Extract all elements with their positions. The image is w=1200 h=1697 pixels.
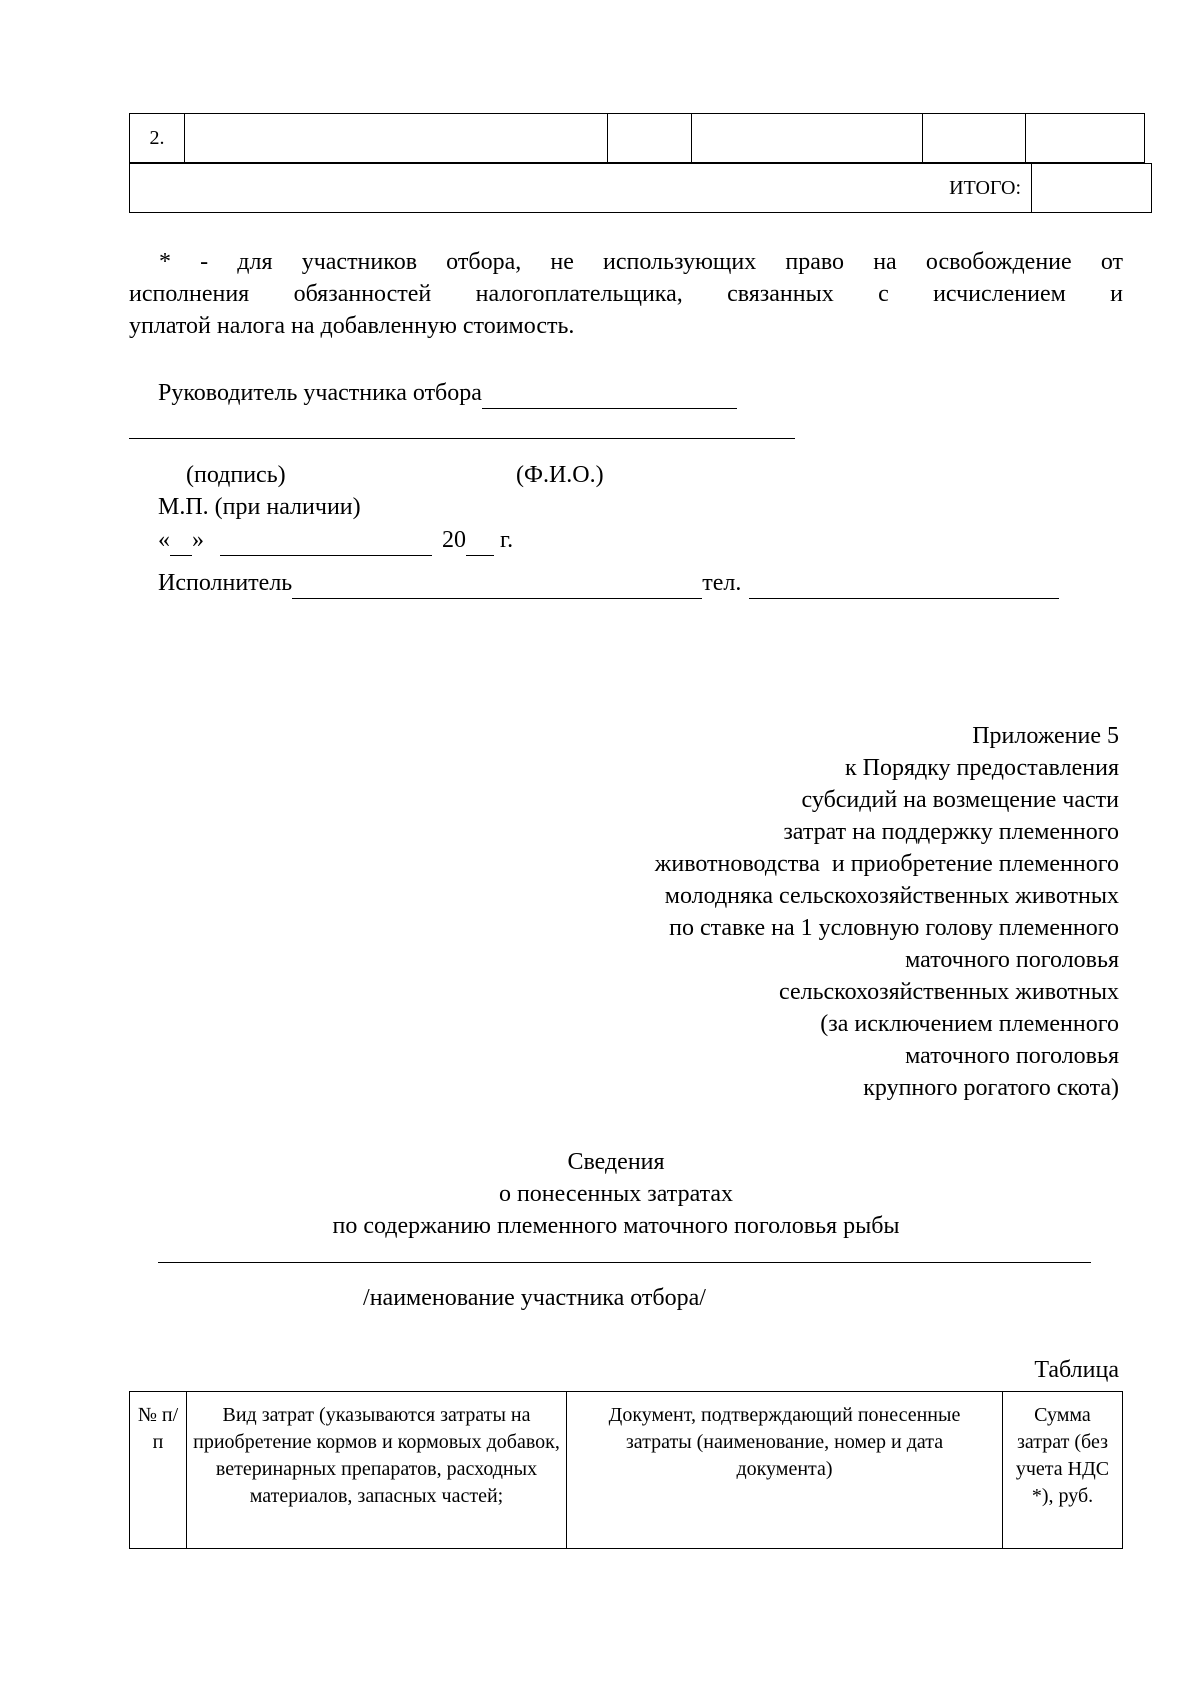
phone-label: тел.	[702, 570, 742, 596]
head-signature-line	[158, 377, 737, 409]
heading-line: по содержанию племенного маточного поголовья рыбы	[332, 1213, 900, 1239]
phone-blank	[749, 572, 1059, 599]
total-label: ИТОГО:	[949, 176, 1021, 199]
executor-label: Исполнитель	[158, 570, 293, 596]
document-heading	[129, 1146, 1123, 1242]
head-label: Руководитель участника отбора	[158, 380, 482, 406]
executor-line	[158, 567, 1059, 599]
table-cell	[1026, 114, 1145, 163]
appendix-line: маточного поголовья	[905, 947, 1119, 973]
appendix-line: (за исключением племенного	[820, 1011, 1119, 1037]
date-open-quote: «	[158, 527, 170, 553]
appendix-line: к Порядку предоставления	[844, 755, 1119, 781]
header-cell-number	[130, 1392, 187, 1549]
header-cell-amount	[1003, 1392, 1123, 1549]
stamp-label: М.П. (при наличии)	[158, 494, 361, 520]
executor-blank	[292, 572, 702, 599]
heading-line: Сведения	[567, 1149, 665, 1175]
header-document-label: Документ, подтверждающий понесенные затраты (наименование, номер и дата документа)	[608, 1404, 961, 1480]
table-cell	[923, 114, 1026, 163]
appendix-line: сельскохозяйственных животных	[779, 979, 1119, 1005]
date-line	[158, 524, 513, 556]
total-label-cell	[130, 164, 1032, 213]
appendix-line: по ставке на 1 условную голову племенного	[669, 915, 1119, 941]
heading-line: о понесенных затратах	[498, 1181, 734, 1207]
row-number: 2.	[149, 126, 165, 149]
year-prefix: 20	[442, 527, 466, 553]
date-close-quote: »	[192, 527, 204, 553]
appendix-line: животноводства и приобретение племенного	[654, 851, 1119, 877]
table-cell	[692, 114, 923, 163]
footnote-line: исполнения обязанностей налогоплательщика, связанных с исчислением и	[129, 281, 1123, 307]
month-blank	[220, 531, 432, 556]
table-header-row	[130, 1392, 1123, 1549]
header-cell-document	[567, 1392, 1003, 1549]
header-amount-label: Сумма затрат (без учета НДС *), руб.	[1015, 1404, 1110, 1507]
year-blank	[466, 531, 494, 556]
table-label: Таблица	[1034, 1357, 1119, 1383]
head-blank	[482, 382, 737, 409]
table-cell	[185, 114, 608, 163]
appendix-line: затрат на поддержку племенного	[783, 819, 1119, 845]
appendix-line: Приложение 5	[972, 723, 1119, 749]
signature-rule	[129, 438, 795, 439]
costs-table	[129, 1391, 1123, 1549]
footnote-line: уплатой налога на добавленную стоимость.	[129, 313, 575, 339]
footnote	[129, 246, 1123, 342]
header-cost-type-label: Вид затрат (указываются затраты на приобретение кормов и кормовых добавок, ветеринарных препаратов, расходных материалов, запасных частей;	[193, 1404, 560, 1507]
sign-caption: (подпись)	[186, 462, 286, 488]
appendix-line: маточного поголовья	[905, 1043, 1119, 1069]
header-cell-cost-type	[187, 1392, 567, 1549]
appendix-line: крупного рогатого скота)	[863, 1075, 1119, 1101]
row-number-cell	[130, 114, 185, 163]
total-value-cell	[1032, 164, 1152, 213]
top-table-total	[129, 163, 1152, 213]
table-cell	[608, 114, 692, 163]
appendix-line: субсидий на возмещение части	[801, 787, 1119, 813]
day-blank	[170, 531, 192, 556]
appendix-line: молодняка сельскохозяйственных животных	[664, 883, 1119, 909]
participant-name-rule	[158, 1262, 1091, 1263]
fio-caption: (Ф.И.О.)	[516, 462, 604, 488]
participant-caption: /наименование участника отбора/	[363, 1285, 706, 1311]
appendix-block	[519, 720, 1119, 1104]
header-number-label: № п/п	[137, 1404, 179, 1453]
footnote-line: * - для участников отбора, не использующих право на освобождение от	[159, 249, 1123, 275]
year-suffix: г.	[500, 527, 514, 553]
top-table-row	[129, 113, 1145, 163]
